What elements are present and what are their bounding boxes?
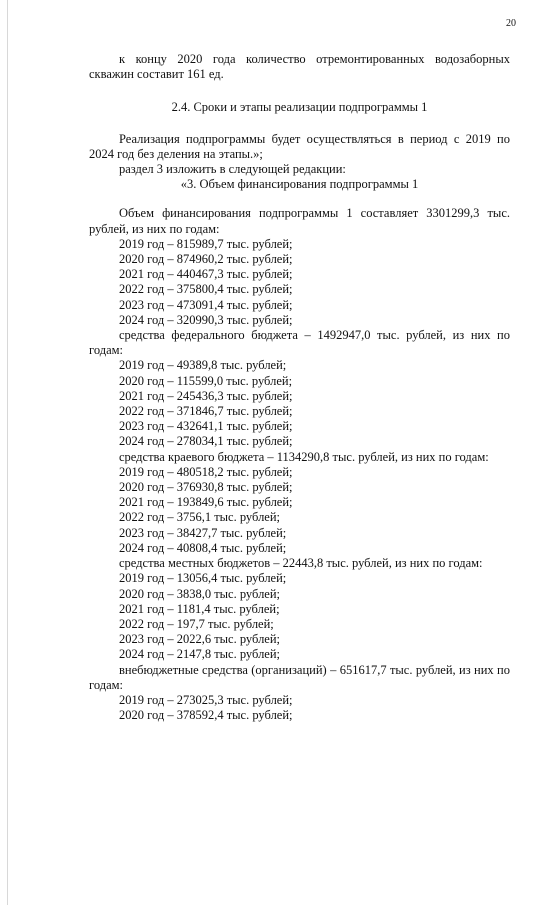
list-item: 2019 год – 815989,7 тыс. рублей; xyxy=(119,236,293,251)
list-item: 2023 год – 473091,4 тыс. рублей; xyxy=(119,297,293,312)
list-item: 2019 год – 13056,4 тыс. рублей; xyxy=(119,571,287,586)
page-number: 20 xyxy=(506,18,516,29)
paragraph-wells: к концу 2020 года количество отремонтированных водозаборных скважин составит 161 ед. xyxy=(89,52,510,82)
list-item: 2019 год – 49389,8 тыс. рублей; xyxy=(119,358,287,373)
list-item: 2021 год – 193849,6 тыс. рублей; xyxy=(119,495,293,510)
paragraph-federal-budget: средства федерального бюджета – 1492947,0 тыс. рублей, из них по годам: xyxy=(89,328,510,358)
list-item: 2022 год – 3756,1 тыс. рублей; xyxy=(119,510,281,525)
list-item: 2024 год – 2147,8 тыс. рублей; xyxy=(119,647,281,662)
regional-years-list xyxy=(89,465,510,556)
list-item: 2021 год – 1181,4 тыс. рублей; xyxy=(119,601,280,616)
list-item: 2021 год – 440467,3 тыс. рублей; xyxy=(119,267,293,282)
paragraph-regional-budget: средства краевого бюджета – 1134290,8 тыс. рублей, из них по годам: xyxy=(119,449,489,464)
list-item: 2023 год – 432641,1 тыс. рублей; xyxy=(119,419,293,434)
list-item: 2022 год – 371846,7 тыс. рублей; xyxy=(119,404,293,419)
paragraph-offbudget-funds: внебюджетные средства (организаций) – 651617,7 тыс. рублей, из них по годам: xyxy=(89,662,510,692)
list-item: 2024 год – 40808,4 тыс. рублей; xyxy=(119,540,287,555)
list-item: 2022 год – 197,7 тыс. рублей; xyxy=(119,616,274,631)
list-item: 2024 год – 320990,3 тыс. рублей; xyxy=(119,312,293,327)
paragraph-section-3-intro: раздел 3 изложить в следующей редакции: xyxy=(119,162,346,177)
offbudget-years-list xyxy=(89,693,510,723)
list-item: 2023 год – 2022,6 тыс. рублей; xyxy=(119,632,281,647)
paragraph-total-financing: Объем финансирования подпрограммы 1 составляет 3301299,3 тыс. рублей, из них по годам: xyxy=(89,206,510,236)
list-item: 2020 год – 874960,2 тыс. рублей; xyxy=(119,252,293,267)
document-body xyxy=(89,52,510,723)
local-years-list xyxy=(89,571,510,662)
paragraph-local-budgets: средства местных бюджетов – 22443,8 тыс. рублей, из них по годам: xyxy=(119,556,483,571)
paragraph-terms: Реализация подпрограммы будет осуществляться в период с 2019 по 2024 год без деления на этапы.»; xyxy=(89,131,510,161)
scan-edge xyxy=(7,0,8,905)
list-item: 2019 год – 480518,2 тыс. рублей; xyxy=(119,464,293,479)
list-item: 2022 год – 375800,4 тыс. рублей; xyxy=(119,282,293,297)
section-heading-terms: 2.4. Сроки и этапы реализации подпрограммы 1 xyxy=(171,100,428,115)
list-item: 2020 год – 115599,0 тыс. рублей; xyxy=(119,373,293,388)
list-item: 2023 год – 38427,7 тыс. рублей; xyxy=(119,525,287,540)
list-item: 2019 год – 273025,3 тыс. рублей; xyxy=(119,692,293,707)
list-item: 2020 год – 376930,8 тыс. рублей; xyxy=(119,480,293,495)
list-item: 2020 год – 3838,0 тыс. рублей; xyxy=(119,586,281,601)
total-years-list xyxy=(89,237,510,328)
list-item: 2024 год – 278034,1 тыс. рублей; xyxy=(119,434,293,449)
federal-years-list xyxy=(89,358,510,449)
section-heading-financing: «3. Объем финансирования подпрограммы 1 xyxy=(180,177,419,192)
list-item: 2020 год – 378592,4 тыс. рублей; xyxy=(119,708,293,723)
list-item: 2021 год – 245436,3 тыс. рублей; xyxy=(119,388,293,403)
